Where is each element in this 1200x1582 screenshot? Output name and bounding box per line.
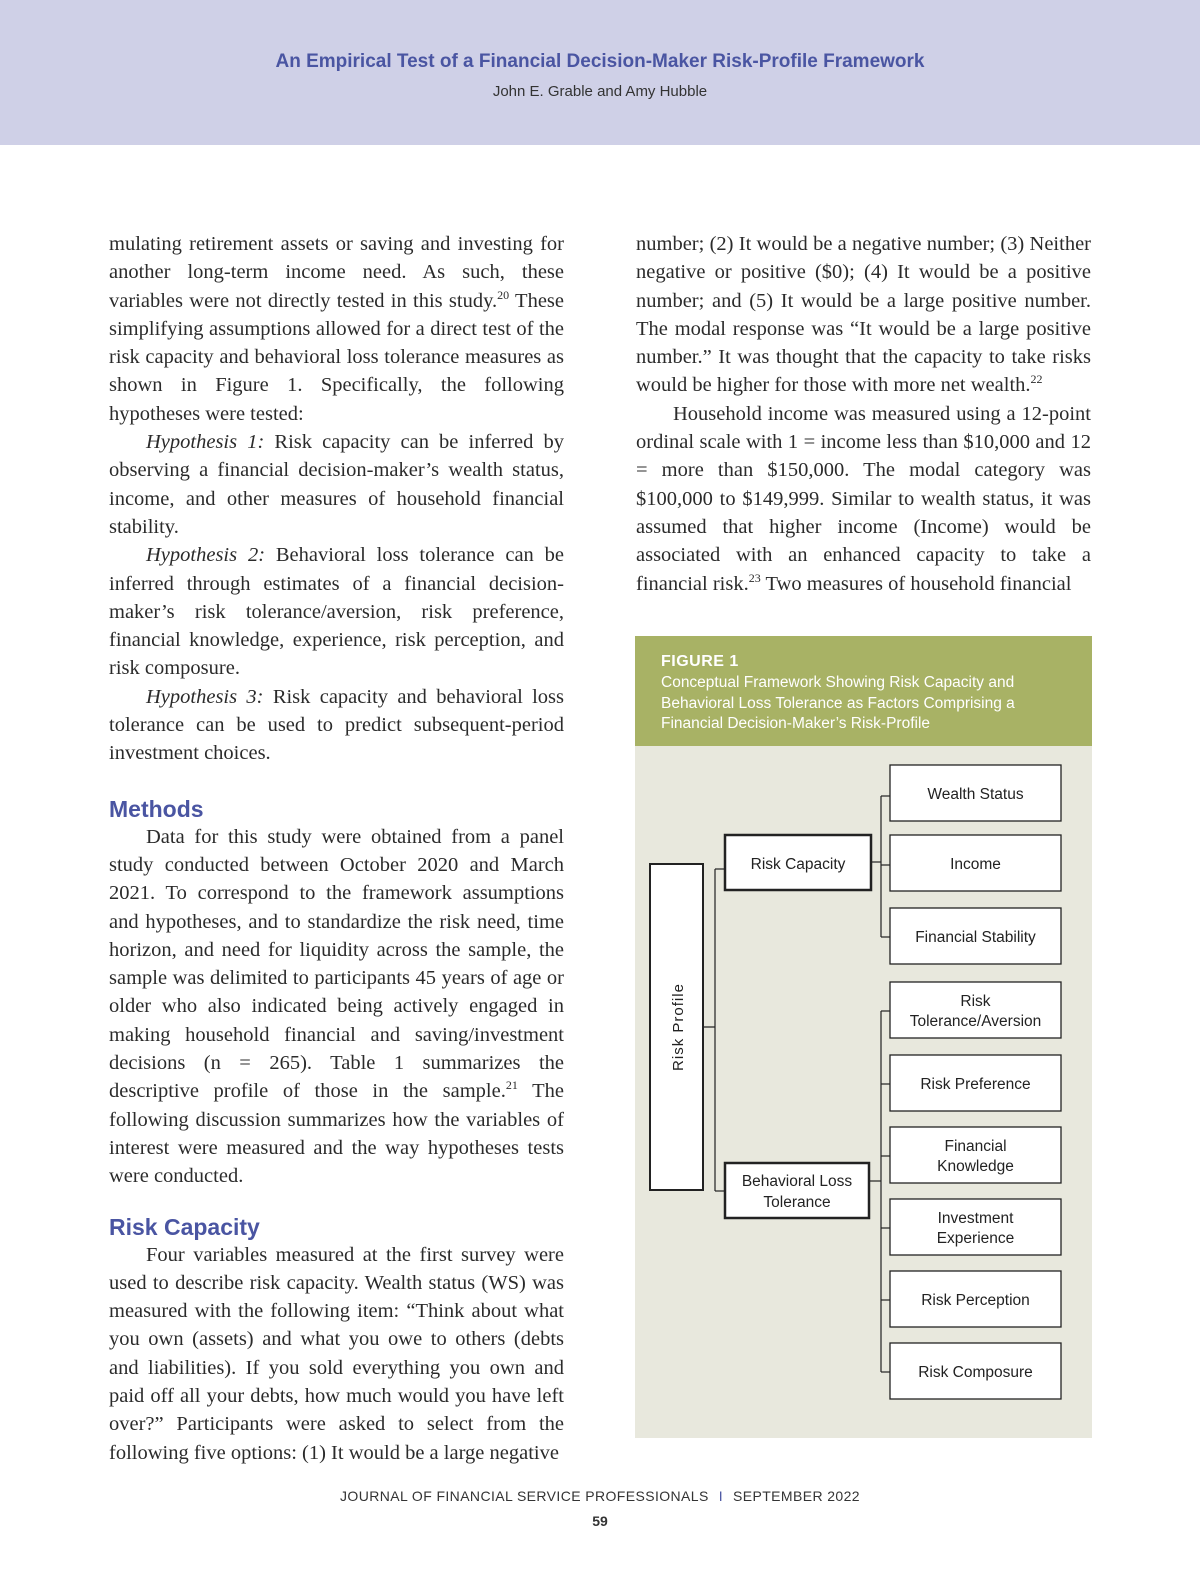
factor-label: Risk Capacity [750,856,846,873]
risk-capacity-heading: Risk Capacity [109,1213,260,1240]
item-label-line: Financial [944,1138,1007,1155]
figure-label: FIGURE 1 [661,653,739,670]
figure-caption: Conceptual Framework Showing Risk Capacity and Behavioral Loss Tolerance as Factors Comprising a Financial Decision-Maker’s Risk-Profile [661,674,1015,732]
root-label: Risk Profile [670,983,687,1071]
footnote-ref[interactable]: 23 [748,570,761,585]
page-number: 59 [592,1513,608,1529]
left-column [109,230,564,1467]
hypothesis-2: Hypothesis 2: Behavioral loss tolerance can be inferred through estimates of a financial decision-maker’s risk tolerance/aversion, risk preference, financial knowledge, experience, risk perception, and risk composure. [109,544,564,680]
paragraph: number; (2) It would be a negative number; (3) Neither negative or positive ($0); (4) It would be a positive number; and (5) It would be a large positive number. The modal response was “It would be a large positive number.” It was thought that the capacity to take risks would be higher for those with more net wealth.$^{22}$ [636,233,1091,397]
methods-heading: Methods [109,795,204,822]
root-node [650,864,703,1190]
item-label: Financial Stability [915,929,1036,946]
article-title: An Empirical Test of a Financial Decision-Maker Risk-Profile Framework [275,51,925,72]
item-label: Risk Perception [921,1292,1030,1309]
item-label: Income [950,856,1001,873]
page-header [0,0,1200,145]
hypothesis-3: Hypothesis 3: Risk capacity and behavioral loss tolerance can be used to predict subsequent-period investment choices. [109,685,564,765]
hypothesis-1: Hypothesis 1: Risk capacity can be inferred by observing a financial decision-maker’s wealth status, income, and other measures of household financial stability. [109,431,564,538]
footnote-ref[interactable]: 21 [505,1078,518,1093]
article-authors: John E. Grable and Amy Hubble [492,83,708,100]
footnote-ref[interactable]: 20 [497,287,510,302]
paragraph: Four variables measured at the first survey were used to describe risk capacity. Wealth status (WS) was measured with the following item: “Think about what you own (assets) and what you owe to others (debts and liabilities). If you sold everything you own and paid off all your debts, how much would you have left over?” Participants were asked to select from the following five options: (1) It would be a large negative [109,1243,564,1464]
framework-diagram [635,636,1092,1438]
factor-label-line-2: Tolerance [763,1194,831,1211]
item-label-line: Investment [937,1210,1014,1227]
item-label-line: Experience [936,1230,1015,1247]
paragraph: Household income was measured using a 12-point ordinal scale with 1 = income less than $10,000 and 12 = more than $150,000. The modal category was $100,000 to $149,999. Similar to wealth status, it was assumed that higher income (Income) would be associated with an enhanced capacity to take a financial risk.$^{23}$ Two measures of household financial [636,402,1091,595]
item-nodes [890,765,1061,1399]
figure-1 [635,636,1092,1438]
factor-label-line-1: Behavioral Loss [741,1173,853,1190]
right-column [636,230,1091,598]
journal-name: JOURNAL OF FINANCIAL SERVICE PROFESSIONALS [340,1488,709,1504]
item-label: Risk Preference [920,1076,1031,1093]
item-label-line: Risk [960,993,991,1010]
issue-date: SEPTEMBER 2022 [733,1488,860,1504]
page-footer [0,1488,1200,1504]
paragraph: Data for this study were obtained from a panel study conducted between October 2020 and March 2021. To correspond to the framework assumptions and hypotheses, and to standardize the risk need, time horizon, and need for liquidity across the sample, the sample was delimited to participants 45 years of age or older who also indicated being actively engaged in making household financial and saving/investment decisions (n = 265). Table 1 summarizes the descriptive profile of those in the sample.$^{21}$ The following discussion summarizes how the variables of interest were measured and the way hypotheses tests were conducted. [109,825,564,1188]
item-label-line: Knowledge [937,1158,1014,1175]
footnote-ref[interactable]: 22 [1030,372,1043,387]
item-label: Wealth Status [927,786,1024,803]
paragraph: mulating retirement assets or saving and investing for another long-term income need. As such, these variables were not directly tested in this study.$^{20}$ These simplifying assumptions allowed for a direct test of the risk capacity and behavioral loss tolerance measures as shown in Figure 1. Specifically, the following hypotheses were tested: [109,233,564,425]
item-label: Risk Composure [918,1364,1033,1381]
item-label-line: Tolerance/Aversion [909,1013,1042,1030]
factor-nodes [725,835,871,1218]
footer-separator: I [718,1488,723,1504]
